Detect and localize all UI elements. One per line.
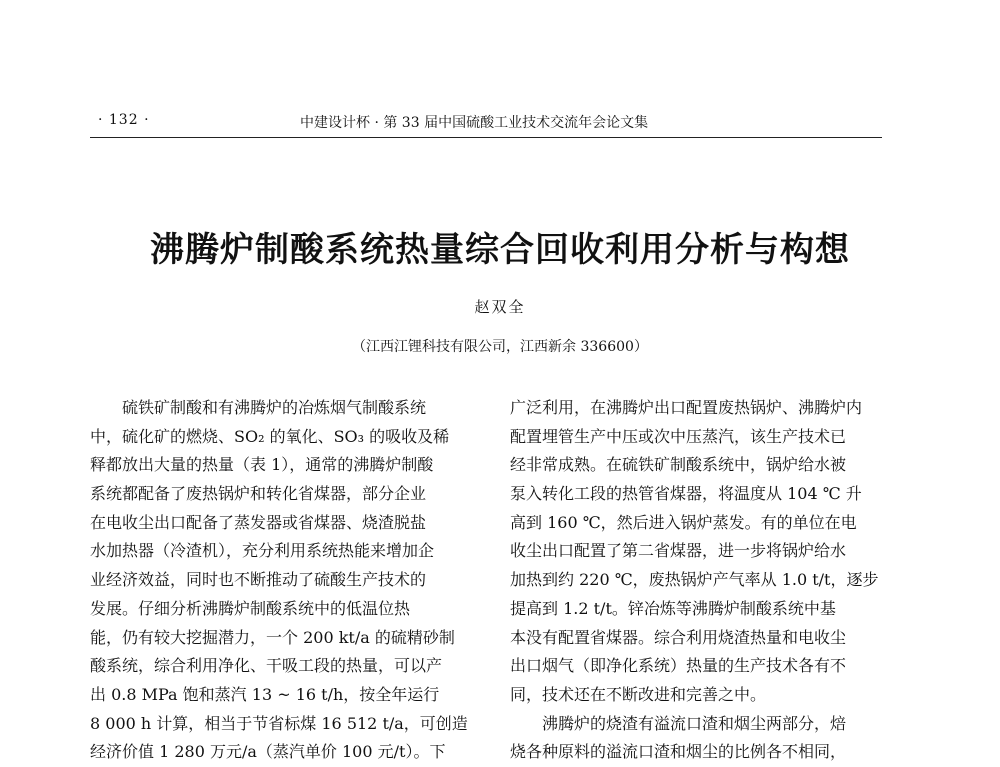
text-line: 系统都配备了废热锅炉和转化省煤器，部分企业 (90, 484, 427, 504)
body-column-right (510, 394, 882, 767)
text-line: 释都放出大量的热量（表 1），通常的沸腾炉制酸 (90, 455, 434, 475)
text-line: 烧各种原料的溢流口渣和烟尘的比例各不相同， (510, 742, 847, 762)
text-line: 高到 160 ℃，然后进入锅炉蒸发。有的单位在电 (510, 512, 857, 532)
text-line: 加热到约 220 ℃，废热锅炉产气率从 1.0 t/t，逐步 (510, 570, 879, 590)
text-line: 经非常成熟。在硫铁矿制酸系统中，锅炉给水被 (510, 455, 847, 475)
body-column-left (90, 394, 468, 767)
text-line: 泵入转化工段的热管省煤器，将温度从 104 ℃ 升 (510, 484, 862, 504)
text-line: 业经济效益，同时也不断推动了硫酸生产技术的 (90, 570, 427, 590)
text-line: 硫铁矿制酸和有沸腾炉的冶炼烟气制酸系统 (122, 398, 427, 417)
text-line: 提高到 1.2 t/t。锌冶炼等沸腾炉制酸系统中基 (510, 598, 836, 618)
page-header (90, 112, 880, 136)
running-title: 中建设计杯 · 第 33 届中国硫酸工业技术交流年会论文集 (300, 115, 649, 131)
text-line: 发展。仔细分析沸腾炉制酸系统中的低温位热 (90, 598, 411, 618)
text-line: 8 000 h 计算，相当于节省标煤 16 512 t/a，可创造 (90, 713, 468, 733)
author-affiliation: （江西江锂科技有限公司，江西新余 336600） (352, 339, 648, 355)
text-line: 中，硫化矿的燃烧、SO₂ 的氧化、SO₃ 的吸收及稀 (90, 426, 450, 446)
text-line: 出 0.8 MPa 饱和蒸汽 13 ~ 16 t/h，按全年运行 (90, 684, 440, 704)
text-line: 广泛利用，在沸腾炉出口配置废热锅炉、沸腾炉内 (510, 398, 863, 417)
header-rule (90, 137, 882, 138)
text-line: 收尘出口配置了第二省煤器，进一步将锅炉给水 (510, 541, 847, 561)
text-line: 水加热器（冷渣机），充分利用系统热能来增加企 (90, 541, 435, 561)
text-line: 在电收尘出口配备了蒸发器或省煤器、烧渣脱盐 (90, 512, 427, 532)
text-line: 酸系统，综合利用净化、干吸工段的热量，可以产 (90, 656, 443, 676)
text-line: 沸腾炉的烧渣有溢流口渣和烟尘两部分，焙 (542, 713, 847, 733)
page-number: · 132 · (98, 112, 150, 128)
text-line: 出口烟气（即净化系统）热量的生产技术各有不 (510, 656, 847, 676)
text-line: 配置埋管生产中压或次中压蒸汽，该生产技术已 (510, 426, 847, 446)
text-line: 同，技术还在不断改进和完善之中。 (510, 684, 767, 704)
author-name: 赵双全 (474, 298, 526, 316)
article-title: 沸腾炉制酸系统热量综合回收利用分析与构想 (150, 230, 850, 270)
text-line: 本没有配置省煤器。综合利用烧渣热量和电收尘 (510, 627, 847, 647)
text-line: 能，仍有较大挖掘潜力，一个 200 kt/a 的硫精砂制 (90, 627, 455, 647)
text-line: 经济价值 1 280 万元/a（蒸汽单价 100 元/t）。下 (90, 742, 446, 762)
